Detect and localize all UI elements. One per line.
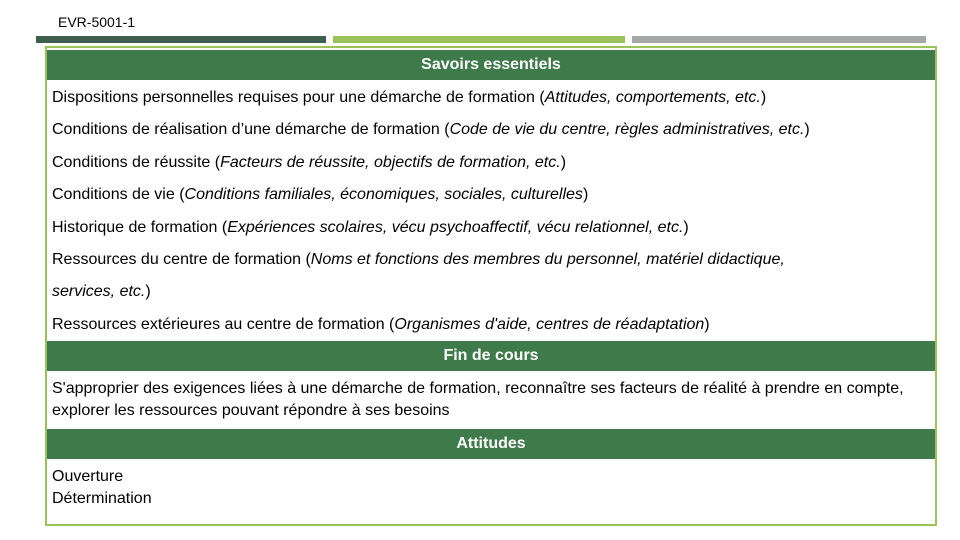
list-item: Conditions de vie (Conditions familiales, économiques, sociales, culturelles) xyxy=(52,186,589,204)
course-code: EVR-5001-1 xyxy=(58,14,136,30)
section-header-attitudes: Attitudes xyxy=(47,429,935,459)
list-item: Ressources extérieures au centre de formation (Organismes d'aide, centres de réadaptation) xyxy=(52,315,710,333)
section-header-fin-de-cours: Fin de cours xyxy=(47,341,935,371)
list-item: Détermination xyxy=(52,490,152,507)
attitudes-list xyxy=(52,466,922,510)
top-bar-gray xyxy=(632,36,926,43)
list-item: Conditions de réalisation d’une démarche de formation (Code de vie du centre, règles administratives, etc.) xyxy=(52,121,810,139)
fin-de-cours-text: S'approprier des exigences liées à une démarche de formation, reconnaître ses facteurs de réalité à prendre en compte, explorer les ressources pouvant répondre à ses besoins xyxy=(52,380,904,419)
savoirs-list xyxy=(52,82,928,341)
section-header-savoirs: Savoirs essentiels xyxy=(47,50,935,80)
list-item: services, etc.) xyxy=(52,283,151,301)
list-item: Dispositions personnelles requises pour une démarche de formation (Attitudes, comportements, etc.) xyxy=(52,89,767,106)
top-bar-green xyxy=(333,36,625,43)
list-item: Ressources du centre de formation (Noms et fonctions des membres du personnel, matériel didactique, xyxy=(52,251,785,269)
content-frame xyxy=(45,46,937,526)
list-item: Historique de formation (Expériences scolaires, vécu psychoaffectif, vécu relationnel, etc.) xyxy=(52,218,689,236)
list-item: Conditions de réussite (Facteurs de réussite, objectifs de formation, etc.) xyxy=(52,153,567,171)
top-bar-dark xyxy=(36,36,326,43)
list-item: Ouverture xyxy=(52,468,124,485)
